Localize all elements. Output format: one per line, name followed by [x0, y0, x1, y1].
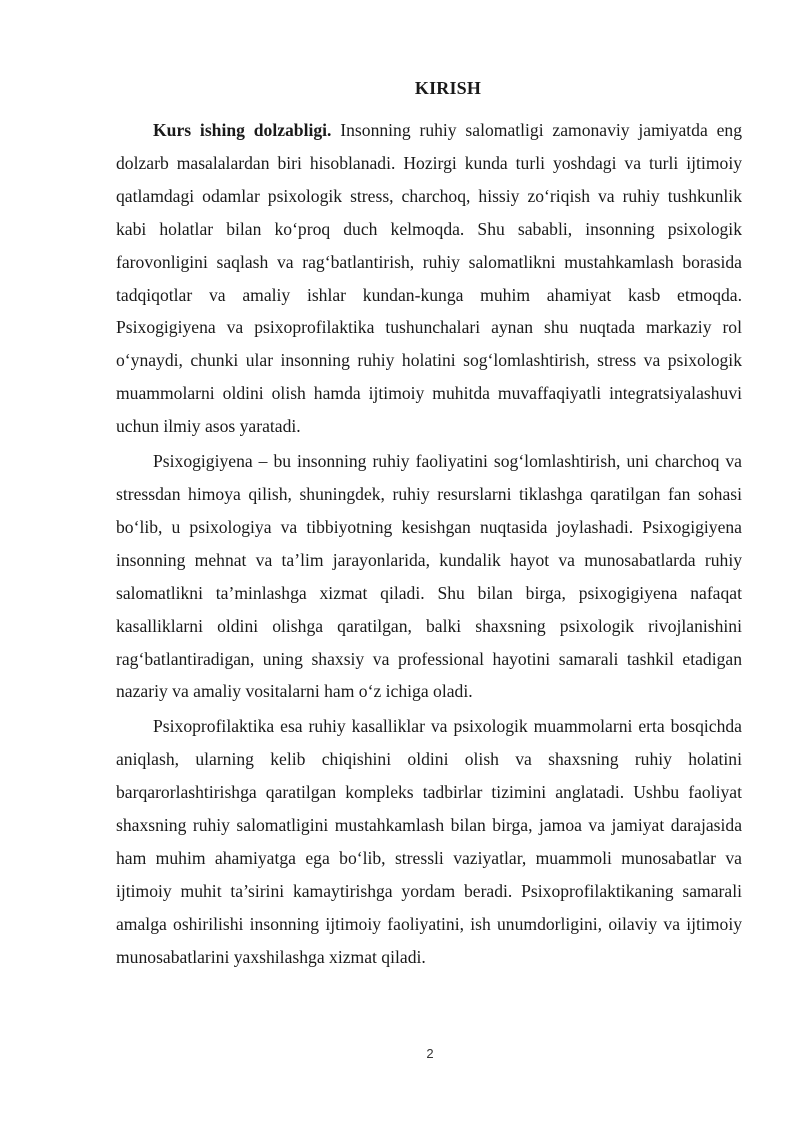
paragraph-psychoprophylaxis	[116, 710, 742, 973]
paragraph-text: Psixogigiyena – bu insonning ruhiy faoliyatini sog‘lomlashtirish, uni charchoq va stressdan himoya qilish, shuningdek, ruhiy resurslarni tiklashga qaratilgan fan sohasi bo‘lib, u psixologiya va tibbiyotning kesishgan nuqtasida joylashadi. Psixogigiyena insonning mehnat va ta’lim jarayonlarida, kundalik hayot va munosabatlarda ruhiy salomatlikni ta’minlashga xizmat qiladi. Shu bilan birga, psixogigiyena nafaqat kasalliklarni oldini olishga qaratilgan, balki shaxsning psixologik rivojlanishini rag‘batlantiradigan, uning shaxsiy va professional hayotini samarali tashkil etadigan nazariy va amaliy vositalarni ham o‘z ichiga oladi.	[116, 451, 742, 702]
paragraph-psychohygiene	[116, 445, 742, 708]
body-text	[116, 114, 742, 975]
page-number: 2	[426, 1046, 434, 1061]
section-heading: KIRISH	[414, 78, 482, 98]
paragraph-text: Psixoprofilaktika esa ruhiy kasalliklar va psixologik muammolarni erta bosqichda aniqlash, ularning kelib chiqishini oldini olish va shaxsning ruhiy holatini barqarorlashtirishga qaratilgan kompleks tadbirlar tizimini anglatadi. Ushbu faoliyat shaxsning ruhiy salomatligini mustahkamlash bilan birga, jamoa va jamiyat darajasida ham muhim ahamiyatga ega bo‘lib, stressli vaziyatlar, muammoli munosabatlar va ijtimoiy muhit ta’sirini kamaytirishga yordam beradi. Psixoprofilaktikaning samarali amalga oshirilishi insonning ijtimoiy faoliyatini, ish unumdorligini, oilaviy va ijtimoiy munosabatlarini yaxshilashga xizmat qiladi.	[116, 716, 742, 967]
paragraph-text: Insonning ruhiy salomatligi zamonaviy jamiyatda eng dolzarb masalalardan biri hisoblanadi. Hozirgi kunda turli yoshdagi va turli ijtimoiy qatlamdagi odamlar psixologik stress, charchoq, hissiy zo‘riqish va ruhiy tushkunlik kabi holatlar bilan ko‘proq duch kelmoqda. Shu sababli, insonning psixologik farovonligini saqlash va rag‘batlantirish, ruhiy salomatlikni mustahkamlash borasida tadqiqotlar va amaliy ishlar kundan-kunga muhim ahamiyat kasb etmoqda. Psixogigiyena va psixoprofilaktika tushunchalari aynan shu nuqtada markaziy rol o‘ynaydi, chunki ular insonning ruhiy holatini sog‘lomlashtirish, stress va psixologik muammolarni oldini olish hamda ijtimoiy muhitda muvaffaqiyatli integratsiyalashuvi uchun ilmiy asos yaratadi.	[116, 120, 742, 437]
paragraph-relevance	[116, 114, 742, 443]
paragraph-lead: Kurs ishing dolzabligi.	[153, 120, 332, 140]
